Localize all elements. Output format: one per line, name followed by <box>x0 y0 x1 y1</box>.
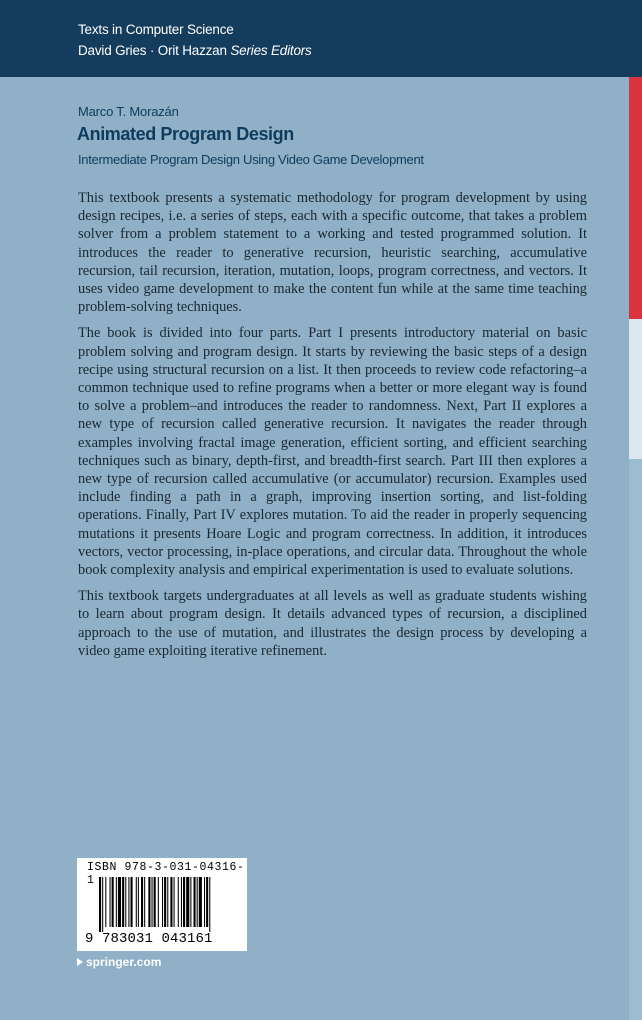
series-title: Texts in Computer Science <box>78 22 234 37</box>
barcode-bar <box>181 877 182 927</box>
series-editors-names: David Gries · Orit Hazzan <box>78 43 227 58</box>
barcode-bar <box>204 877 205 927</box>
spine-light-stripe <box>629 319 642 459</box>
book-subtitle: Intermediate Program Design Using Video Game Development <box>78 152 424 167</box>
barcode-bar <box>199 877 202 927</box>
barcode-bar <box>116 877 117 927</box>
barcode-bar <box>141 877 143 927</box>
barcode-bar <box>178 877 179 927</box>
barcode-bar <box>122 877 124 927</box>
blurb-paragraph-3: This textbook targets undergraduates at all levels as well as graduate students wishing to learn about program design. It details advanced types of recursion, a disciplined approach to the use of mutation, and illustrates the design process by developing a video game exploiting iterative refinement. <box>78 588 587 659</box>
barcode-bar <box>152 877 153 927</box>
barcode-bar <box>209 877 210 932</box>
book-author: Marco T. Morazán <box>78 104 179 119</box>
barcode-bar <box>105 877 106 927</box>
publisher-url: springer.com <box>86 955 162 969</box>
barcode-bar <box>190 877 191 927</box>
barcode-bar <box>131 877 133 927</box>
barcode-bar <box>110 877 111 927</box>
barcode-bar <box>162 877 163 927</box>
barcode-bar <box>118 877 121 927</box>
series-editors <box>78 43 312 58</box>
blurb-paragraph-1: This textbook presents a systematic methodology for program development by using design recipes, i.e. a series of steps, each with a specific outcome, that takes a problem solver from a problem statement to a working and tested programmed solution. It introduces the reader to generative recursion, heuristic searching, accumulative recursion, tail recursion, iteration, mutation, loops, program correctness, and vectors. It uses video game development to make the content fun while at the same time teaching problem-solving techniques. <box>78 190 587 316</box>
blurb-paragraph-2: The book is divided into four parts. Part I presents introductory material on basic problem solving and program design. It starts by reviewing the basic steps of a design recipe using structural recursion on a list. It then proceeds to review code refactoring–a common technique used to refine programs when a better or more elegant way is found to solve a problem–and introduces the reader to randomness. Next, Part II explores a new type of recursion called generative recursion. It navigates the reader through examples involving fractal image generation, efficient sorting, and efficient searching techniques such as binary, depth-first, and breadth-first search. Part III then explores a new type of recursion called accumulative (or accumulator) recursion. Examples used include finding a path in a graph, improving insertion sorting, and list-folding operations. Finally, Part IV explores mutation. To aid the reader in properly sequencing mutations it presents Hoare Logic and program correctness. In addition, it introduces vectors, vector processing, in-place operations, and circular data. Throughout the whole book complexity analysis and empirical experimentation is used to evaluate solutions. <box>78 325 587 579</box>
barcode-bar <box>186 877 189 927</box>
barcode-bar <box>136 877 137 927</box>
barcode-bar <box>197 877 198 927</box>
barcode-bar <box>138 877 139 927</box>
barcode-bar <box>125 877 126 927</box>
barcode-number: 9 783031 043161 <box>85 931 213 947</box>
series-header-band <box>0 0 642 77</box>
isbn-barcode <box>77 858 247 951</box>
barcode-bar <box>167 877 168 927</box>
spine-red-stripe <box>629 77 642 319</box>
barcode-bar <box>99 877 101 932</box>
barcode-bar <box>194 877 196 927</box>
isbn-label: ISBN 978-3-031-04316-1 <box>87 861 245 887</box>
barcode-bar <box>128 877 129 927</box>
barcode-bar <box>170 877 172 927</box>
barcode-bar <box>158 877 159 927</box>
publisher-link[interactable] <box>77 955 161 969</box>
barcode-bars <box>99 877 239 932</box>
back-cover-blurb <box>78 189 587 668</box>
barcode-bar <box>174 877 175 927</box>
book-title: Animated Program Design <box>77 124 294 144</box>
barcode-bar <box>102 877 103 932</box>
barcode-bar <box>154 877 156 927</box>
barcode-bar <box>112 877 114 927</box>
barcode-bar <box>148 877 150 927</box>
series-editors-role: Series Editors <box>230 43 312 58</box>
barcode-bar <box>164 877 166 927</box>
barcode-bar <box>144 877 145 927</box>
barcode-bar <box>206 877 208 927</box>
arrow-right-icon <box>77 958 83 966</box>
barcode-bar <box>183 877 185 927</box>
